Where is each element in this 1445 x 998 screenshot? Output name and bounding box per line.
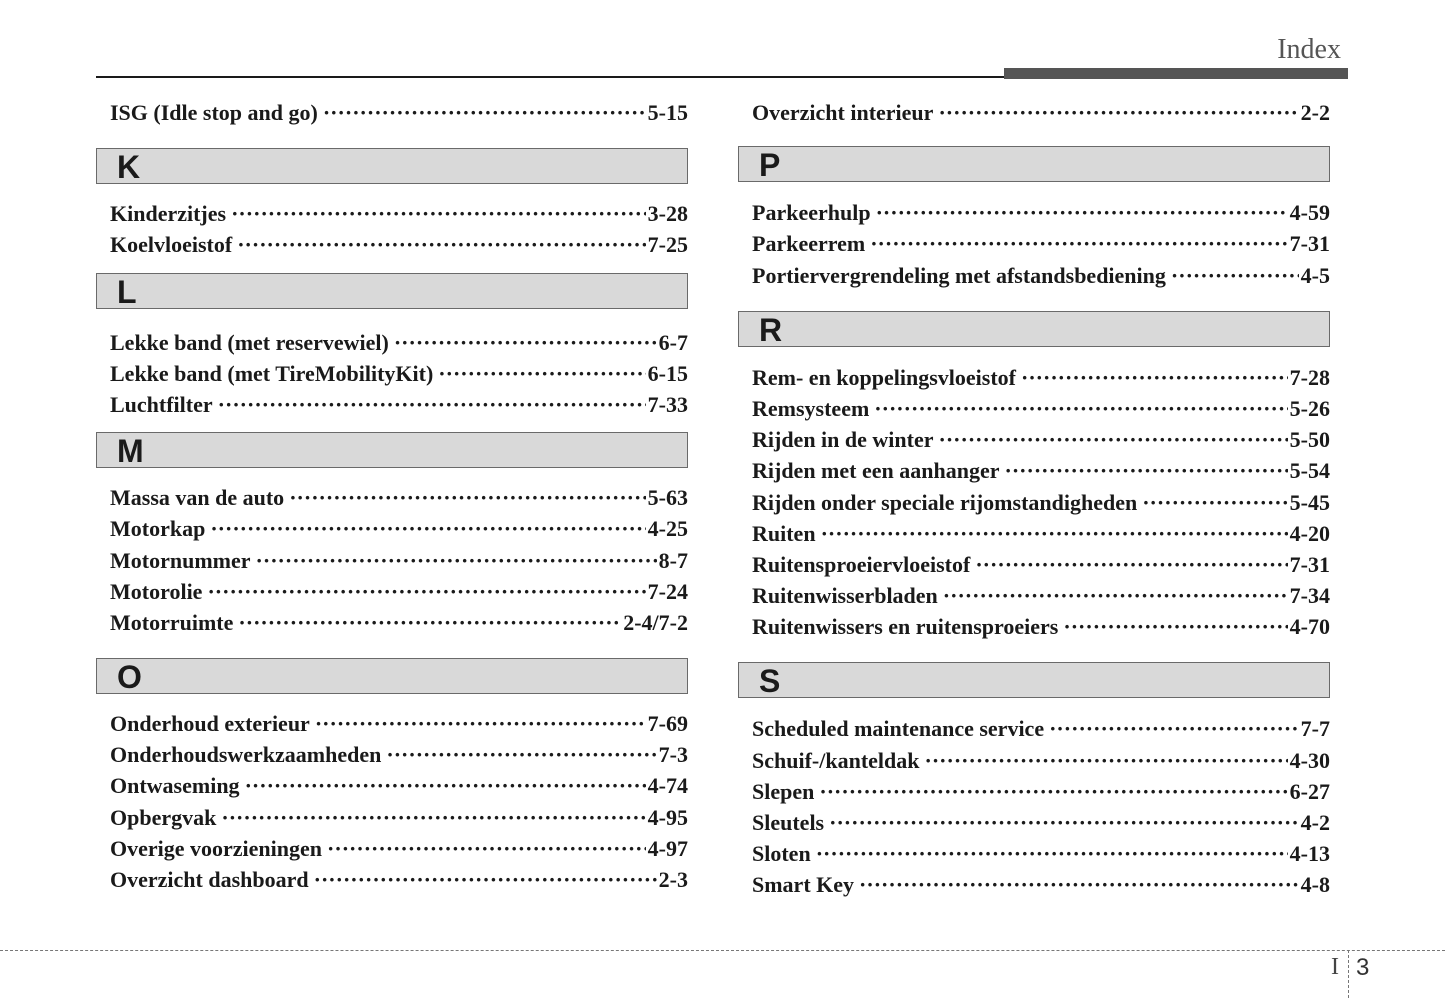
leader-dots [315,708,646,739]
header-rule [96,76,1006,78]
leader-dots [874,393,1287,424]
leader-dots [943,580,1288,611]
footer-page-number: 3 [1356,954,1370,981]
index-entry [96,389,688,420]
entry-page: 5-63 [647,485,688,511]
index-entry [738,97,1330,128]
leader-dots [821,518,1288,549]
entry-page: 7-31 [1289,551,1330,577]
leader-dots [938,97,1298,128]
entry-page: 5-26 [1289,395,1330,421]
entry-page: 6-15 [647,360,688,386]
index-entry [738,549,1330,580]
entry-page: 6-7 [658,329,688,355]
leader-dots [829,807,1299,838]
section-header-l: L [96,273,688,309]
leader-dots [237,229,645,260]
footer-dashed-rule [0,950,1445,951]
leader-dots [876,197,1288,228]
index-entry [96,513,688,544]
entry-page: 4-25 [647,516,688,542]
entry-term: Ruitenwisserbladen [752,583,938,609]
entry-page: 3-28 [647,201,688,227]
entry-term: Motorruimte [110,609,234,635]
entry-page: 5-50 [1289,427,1330,453]
entry-term: Scheduled maintenance service [752,716,1045,742]
index-entry [738,424,1330,455]
index-entry [738,197,1330,228]
entry-page: 4-59 [1289,200,1330,226]
leader-dots [870,228,1287,259]
index-entry [96,607,688,638]
entry-term: Slepen [752,778,815,804]
entry-term: ISG (Idle stop and go) [110,100,318,125]
leader-dots [238,607,621,638]
leader-dots [438,358,645,389]
index-entry [96,198,688,229]
entry-term: Onderhoudswerkzaamheden [110,742,382,768]
section-header-p: P [738,146,1330,182]
leader-dots [816,838,1288,869]
entry-term: Overzicht interieur [752,100,934,125]
section-header-r: R [738,311,1330,347]
entry-page: 7-3 [658,742,688,768]
index-entry [738,518,1330,549]
leader-dots [221,802,645,833]
leader-dots [925,745,1288,776]
entry-page: 4-8 [1300,872,1330,898]
index-entry [738,393,1330,424]
entry-page: 5-45 [1289,489,1330,515]
leader-dots [289,482,645,513]
index-column-right [738,97,1330,901]
entry-page: 7-33 [647,391,688,417]
leader-dots [256,545,657,576]
header-accent-bar [1004,68,1348,79]
entry-term: Opbergvak [110,804,217,830]
entry-page: 2-3 [658,867,688,892]
entry-term: Overige voorzieningen [110,835,323,861]
index-entry [96,770,688,801]
leader-dots [1049,713,1299,744]
leader-dots [939,424,1288,455]
leader-dots [1063,611,1287,642]
entry-term: Luchtfilter [110,391,213,417]
entry-page: 6-27 [1289,778,1330,804]
entry-page: 4-2 [1300,810,1330,835]
leader-dots [1021,362,1288,393]
leader-dots [859,869,1299,900]
index-entry [96,739,688,770]
leader-dots [314,864,657,895]
entry-term: Portiervergrendeling met afstandsbediening [752,262,1166,288]
index-entry [96,833,688,864]
leader-dots [386,739,656,770]
entry-term: Sleutels [752,810,825,835]
entry-term: Ontwaseming [110,773,240,799]
entry-term: Lekke band (met reservewiel) [110,329,389,355]
entry-term: Smart Key [752,872,855,898]
section-header-m: M [96,432,688,468]
entry-page: 7-34 [1289,583,1330,609]
entry-page: 4-13 [1289,841,1330,867]
index-entry [96,545,688,576]
entry-term: Parkeerhulp [752,200,871,226]
leader-dots [327,833,646,864]
index-entry [738,869,1330,900]
entry-page: 8-7 [658,547,688,573]
entry-term: Koelvloeistof [110,232,233,258]
entry-page: 7-7 [1300,716,1330,742]
entry-term: Kinderzitjes [110,201,227,227]
entry-page: 4-97 [647,835,688,861]
entry-page: 4-30 [1289,747,1330,773]
section-header-o: O [96,658,688,694]
leader-dots [210,513,645,544]
entry-term: Remsysteem [752,395,870,421]
entry-page: 5-54 [1289,458,1330,484]
entry-page: 7-31 [1289,231,1330,257]
leader-dots [394,327,657,358]
entry-term: Rijden in de winter [752,427,934,453]
leader-dots [1142,487,1287,518]
leader-dots [323,97,646,128]
entry-term: Overzicht dashboard [110,867,309,892]
entry-page: 7-28 [1289,364,1330,390]
page-header-title: Index [1277,34,1341,65]
footer-section-letter: I [1331,954,1339,980]
entry-page: 4-74 [647,773,688,799]
entry-term: Motorkap [110,516,206,542]
entry-term: Motornummer [110,547,251,573]
leader-dots [1004,455,1287,486]
index-entry [96,327,688,358]
entry-term: Massa van de auto [110,485,285,511]
index-entry [738,362,1330,393]
index-entry [738,260,1330,291]
leader-dots [819,776,1287,807]
entry-term: Motorolie [110,578,203,604]
entry-term: Lekke band (met TireMobilityKit) [110,360,434,386]
entry-term: Ruitenwissers en ruitensproeiers [752,614,1059,640]
entry-term: Rem- en koppelingsvloeistof [752,364,1016,390]
index-entry [738,713,1330,744]
entry-page: 2-2 [1300,100,1330,125]
index-entry [738,838,1330,869]
index-entry [738,580,1330,611]
index-column-left [96,97,688,895]
entry-page: 4-20 [1289,520,1330,546]
index-entry [96,864,688,895]
index-entry [96,482,688,513]
index-entry [738,455,1330,486]
index-entry [96,97,688,128]
index-entry [738,611,1330,642]
entry-term: Rijden onder speciale rijomstandigheden [752,489,1138,515]
index-entry [738,745,1330,776]
entry-page: 7-69 [647,711,688,737]
entry-term: Onderhoud exterieur [110,711,310,737]
entry-term: Rijden met een aanhanger [752,458,1000,484]
index-entry [96,802,688,833]
section-header-k: K [96,148,688,184]
entry-term: Ruiten [752,520,816,546]
section-header-s: S [738,662,1330,698]
leader-dots [245,770,646,801]
leader-dots [207,576,645,607]
index-entry [96,576,688,607]
entry-term: Ruitensproeiervloeistof [752,551,971,577]
entry-page: 5-15 [647,100,688,125]
index-entry [738,487,1330,518]
entry-page: 4-70 [1289,614,1330,640]
leader-dots [975,549,1287,580]
index-entry [96,229,688,260]
leader-dots [231,198,646,229]
entry-page: 7-24 [647,578,688,604]
entry-term: Schuif-/kanteldak [752,747,920,773]
entry-page: 2-4/7-2 [623,609,688,635]
entry-term: Parkeerrem [752,231,866,257]
leader-dots [1171,260,1299,291]
footer-divider [1348,950,1349,998]
index-entry [96,708,688,739]
index-entry [738,807,1330,838]
leader-dots [218,389,646,420]
entry-page: 7-25 [647,232,688,258]
entry-page: 4-5 [1300,262,1330,288]
index-entry [96,358,688,389]
index-entry [738,776,1330,807]
index-entry [738,228,1330,259]
entry-page: 4-95 [647,804,688,830]
entry-term: Sloten [752,841,811,867]
